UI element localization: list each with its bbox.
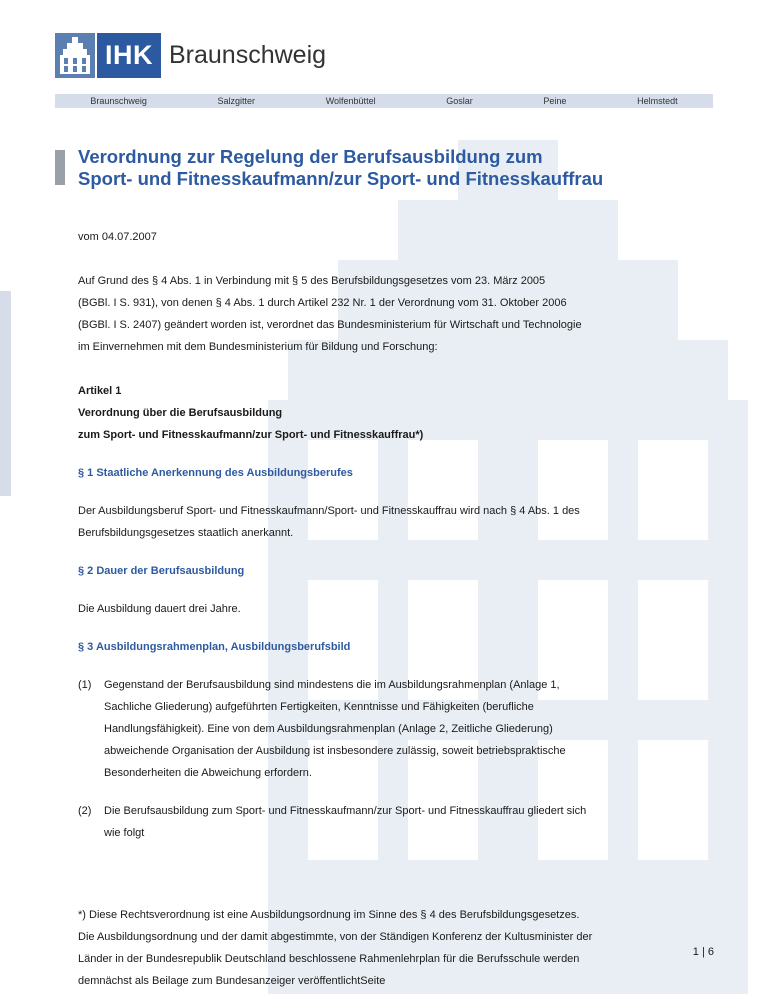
logo-ihk-text: IHK [97,33,161,78]
title-marker [55,150,65,185]
list-item [78,674,638,784]
intro-line: (BGBl. I S. 931), von denen § 4 Abs. 1 durch Artikel 232 Nr. 1 der Verordnung vom 31. Oktober 2006 [78,297,567,309]
logo-city-text: Braunschweig [169,41,327,69]
item-line: abweichende Organisation der Ausbildung ist insbesondere zulässig, soweit betriebspraktische [104,745,566,757]
intro-line: im Einvernehmen mit dem Bundesministerium für Bildung und Forschung: [78,341,438,353]
footnote-line: Länder in der Bundesrepublik Deutschland beschlossene Rahmenlehrplan für die Berufsschule werden [78,953,580,965]
artikel-line: Verordnung über die Berufsausbildung [78,407,283,419]
item-line: wie folgt [104,827,145,839]
section-text: Berufsbildungsgesetzes staatlich anerkannt. [78,527,294,539]
city-link[interactable]: Braunschweig [90,96,147,106]
city-link[interactable]: Goslar [446,96,473,106]
list-item [78,800,638,844]
document-body [78,226,638,992]
intro-line: Auf Grund des § 4 Abs. 1 in Verbindung mit § 5 des Berufsbildungsgesetzes vom 23. März 2005 [78,275,546,287]
item-line: Besonderheiten die Abweichung erfordern. [104,767,312,779]
artikel-heading: Artikel 1 [78,385,122,397]
item-line: Gegenstand der Berufsausbildung sind mindestens die im Ausbildungsrahmenplan (Anlage 1, [104,679,560,691]
title-line: Sport- und Fitnesskaufmann/zur Sport- und Fitnesskauffrau [78,168,604,189]
item-line: Sachliche Gliederung) aufgeführten Fertigkeiten, Kenntnisse und Fähigkeiten (berufliche [104,701,534,713]
item-number: (2) [78,805,92,817]
artikel-line: zum Sport- und Fitnesskaufmann/zur Sport- und Fitnesskauffrau*) [78,429,424,441]
city-link[interactable]: Peine [543,96,567,106]
intro-line: (BGBl. I S. 2407) geändert worden ist, verordnet das Bundesministerium für Wirtschaft und Technologie [78,319,582,331]
side-accent-bar [0,291,11,496]
city-link[interactable]: Salzgitter [217,96,256,106]
item-line: Die Berufsausbildung zum Sport- und Fitnesskaufmann/zur Sport- und Fitnesskauffrau gliedert sich [104,805,587,817]
ihk-logo[interactable] [55,33,326,78]
footnote-line: Die Ausbildungsordnung und der damit abgestimmte, von der Ständigen Konferenz der Kultusminister der [78,931,593,943]
building-icon [55,33,95,78]
page-title [78,146,678,190]
page-number: 1 | 6 [692,946,714,958]
item-number: (1) [78,679,92,691]
section-text: Der Ausbildungsberuf Sport- und Fitnesskaufmann/Sport- und Fitnesskauffrau wird nach § 4 Abs. 1 des [78,505,580,517]
city-navigation [55,94,713,108]
footnote-line: demnächst als Beilage zum Bundesanzeiger veröffentlichtSeite [78,975,386,987]
title-line: Verordnung zur Regelung der Berufsausbildung zum [78,146,543,167]
city-link[interactable]: Wolfenbüttel [325,96,376,106]
footnote-line: *) Diese Rechtsverordnung ist eine Ausbildungsordnung im Sinne des § 4 des Berufsbildungsgesetzes. [78,909,580,921]
section-heading: § 1 Staatliche Anerkennung des Ausbildungsberufes [78,467,353,479]
section-text: Die Ausbildung dauert drei Jahre. [78,603,241,615]
item-line: Handlungsfähigkeit). Eine von dem Ausbildungsrahmenplan (Anlage 2, Zeitliche Gliederung) [104,723,553,735]
city-link[interactable]: Helmstedt [637,96,678,106]
section-heading: § 2 Dauer der Berufsausbildung [78,565,245,577]
date-line: vom 04.07.2007 [78,231,157,243]
section-heading: § 3 Ausbildungsrahmenplan, Ausbildungsberufsbild [78,641,351,653]
